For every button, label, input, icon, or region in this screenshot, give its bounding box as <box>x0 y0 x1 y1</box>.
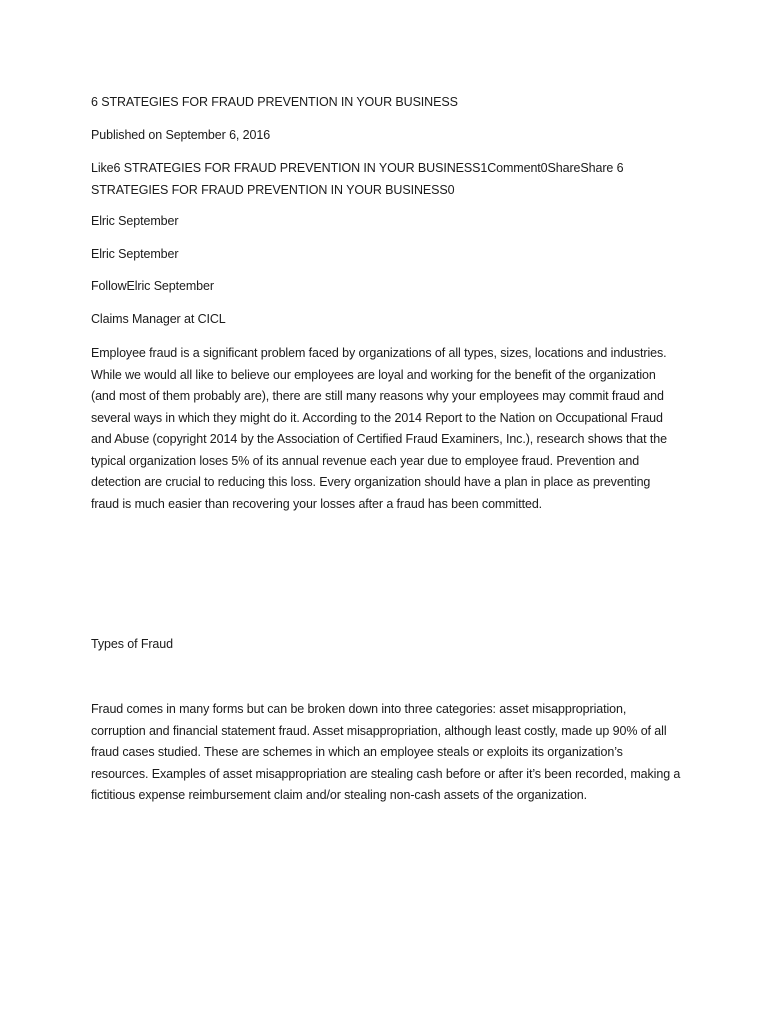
intro-paragraph: Employee fraud is a significant problem faced by organizations of all types, sizes, locations and industries. While we would all like to believe our employees are loyal and working for the benefit of the organization (and most of them probably are), there are still many reasons why your employees may commit fraud and several ways in which they might do it. According to the 2014 Report to the Nation on Occupational Fraud and Abuse (copyright 2014 by the Association of Certified Fraud Examiners, Inc.), research shows that the typical organization loses 5% of its annual revenue each year due to employee fraud. Prevention and detection are crucial to reducing this loss. Every organization should have a plan in place as preventing fraud is much easier than recovering your losses after a fraud has been committed. <box>91 346 667 511</box>
section-heading-types-of-fraud: Types of Fraud <box>91 637 173 651</box>
author-name: Elric September <box>91 214 179 228</box>
published-date: Published on September 6, 2016 <box>91 128 271 142</box>
document-title: 6 STRATEGIES FOR FRAUD PREVENTION IN YOUR BUSINESS <box>91 95 458 109</box>
social-actions-line: Like6 STRATEGIES FOR FRAUD PREVENTION IN YOUR BUSINESS1Comment0ShareShare 6 STRATEGIES FOR FRAUD PREVENTION IN YOUR BUSINESS0 <box>91 161 624 197</box>
follow-author-line: FollowElric September <box>91 279 214 293</box>
author-name-repeat: Elric September <box>91 247 179 261</box>
types-of-fraud-paragraph: Fraud comes in many forms but can be broken down into three categories: asset misappropriation, corruption and financial statement fraud. Asset misappropriation, although least costly, made up 90% of all fraud cases studied. These are schemes in which an employee steals or exploits its organization’s resources. Examples of asset misappropriation are stealing cash before or after it’s been recorded, making a fictitious expense reimbursement claim and/or stealing non-cash assets of the organization. <box>91 702 681 802</box>
author-role: Claims Manager at CICL <box>91 312 226 326</box>
